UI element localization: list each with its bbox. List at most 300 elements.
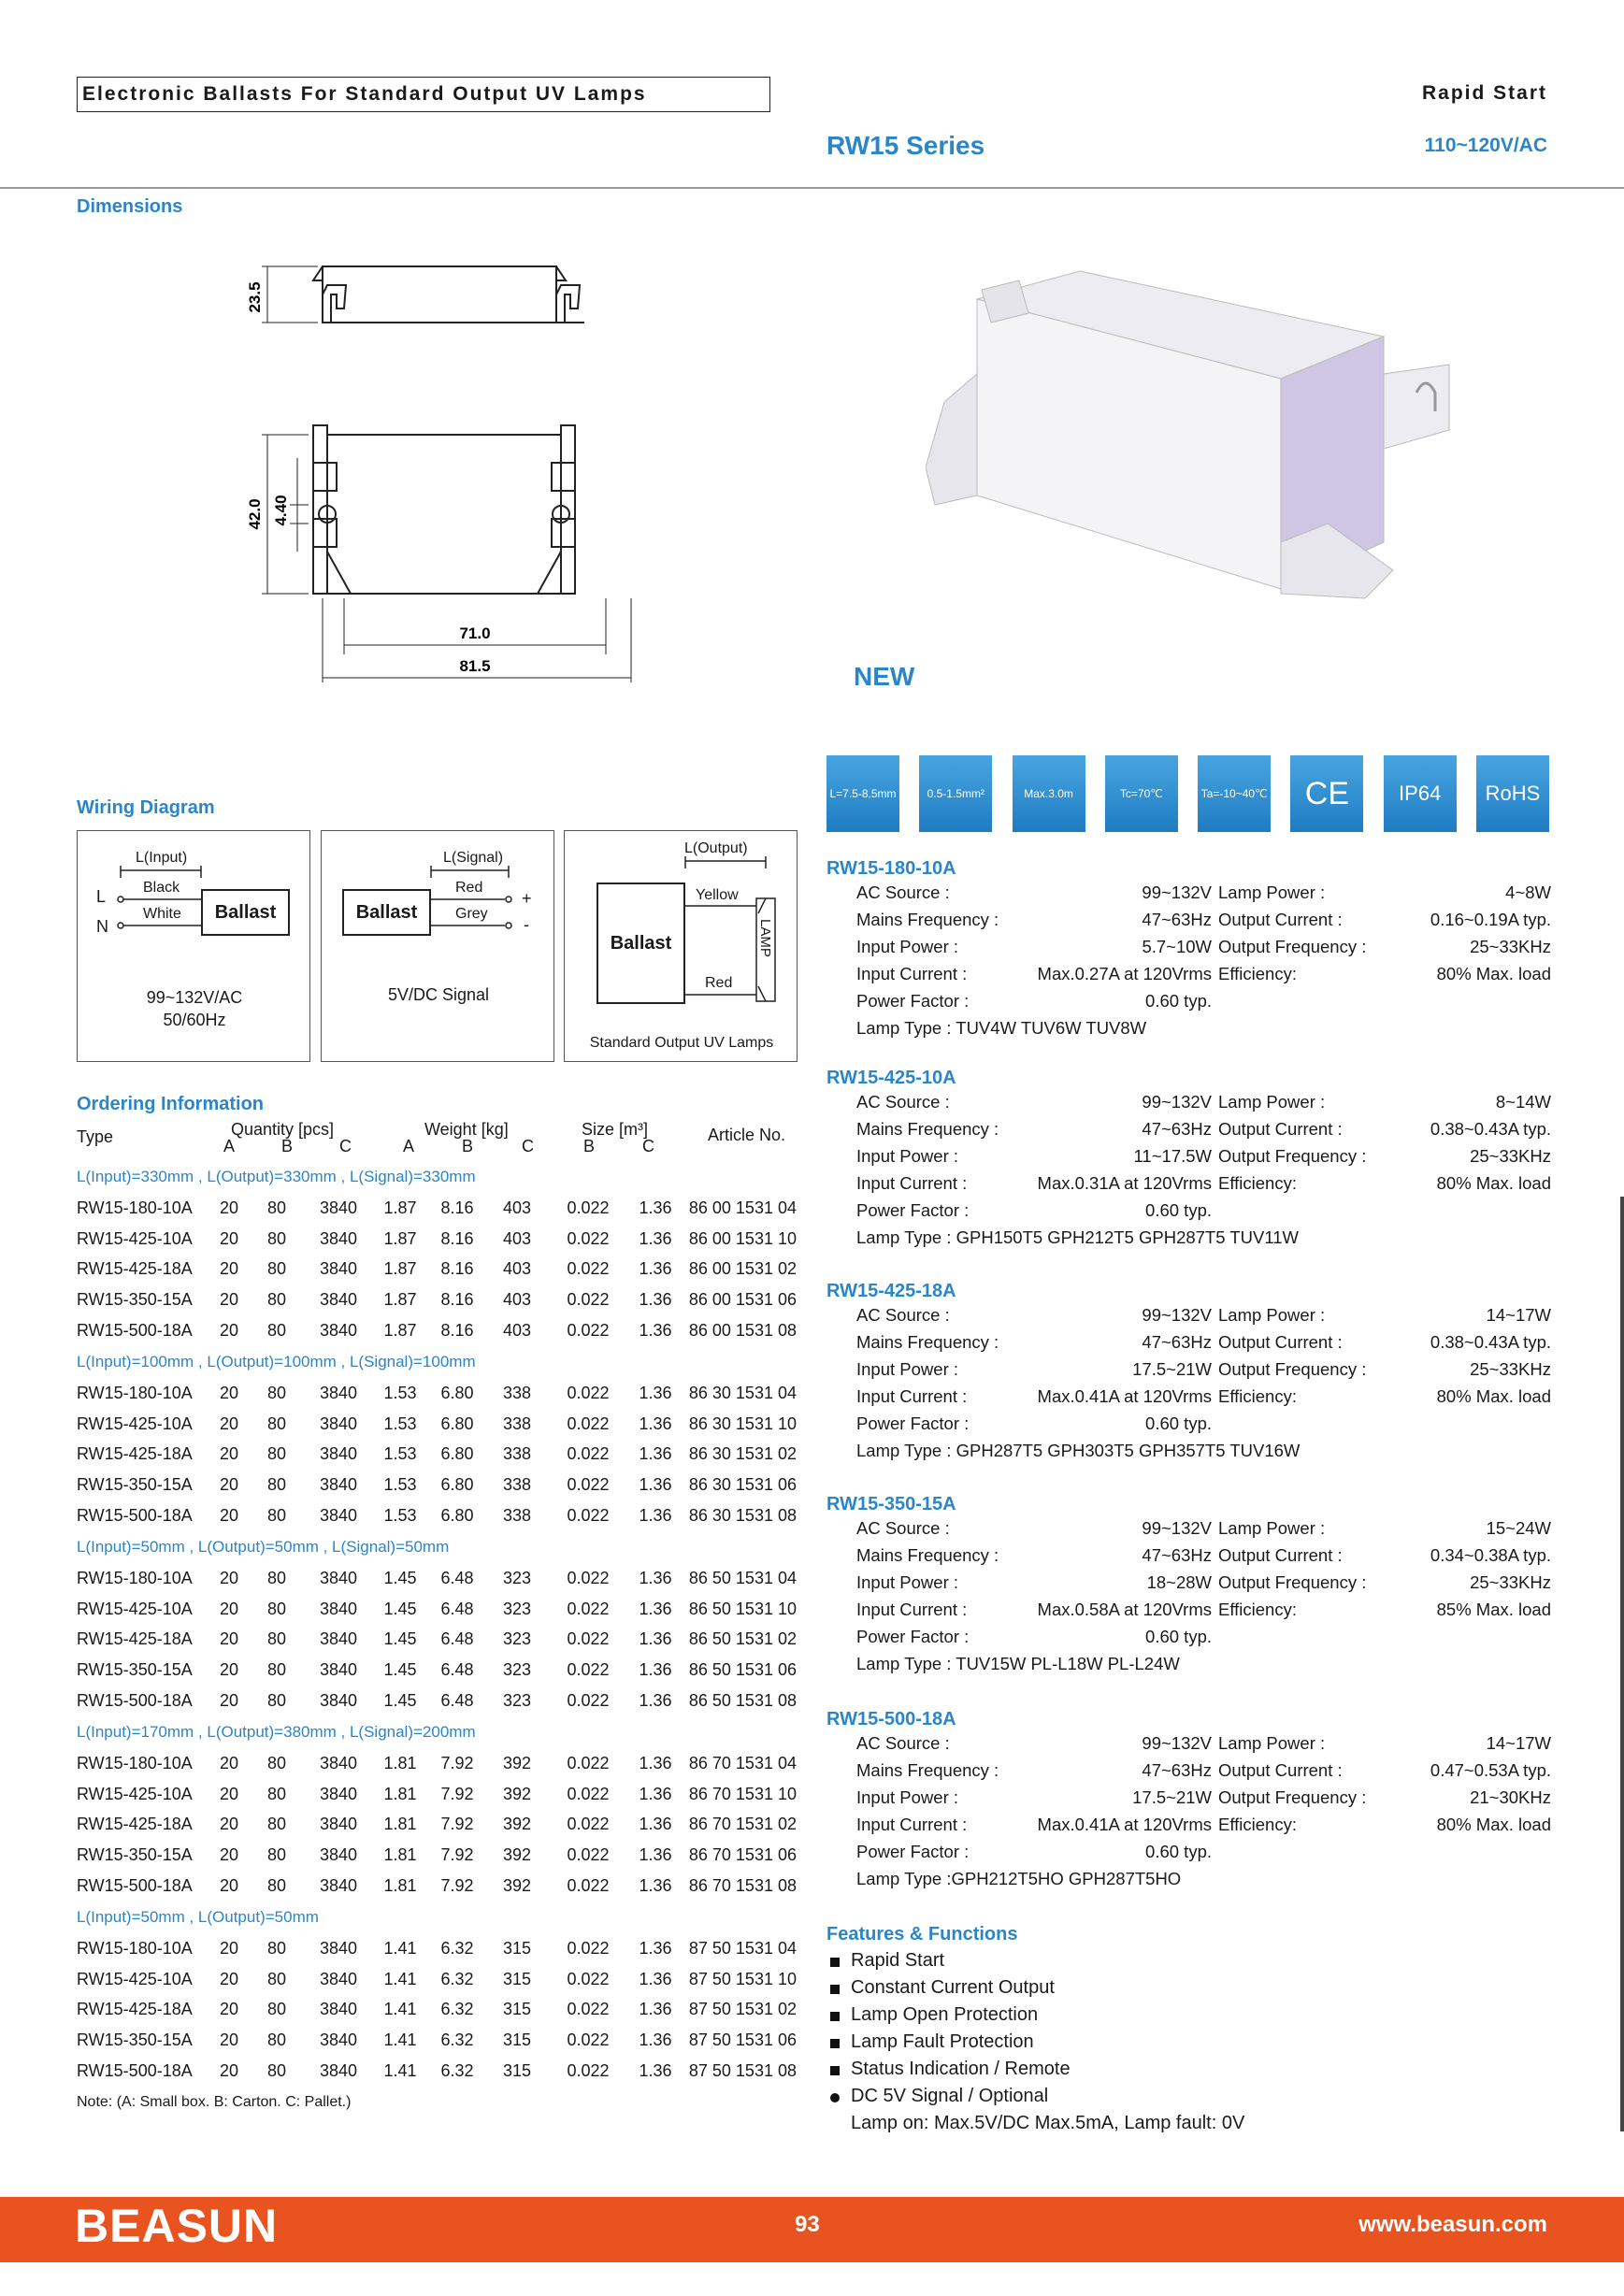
table-cell: 6.32 bbox=[440, 1969, 474, 1988]
spec-value: 99~132V bbox=[1142, 1518, 1212, 1538]
table-cell: 8.16 bbox=[440, 1198, 474, 1217]
page-edge-bar bbox=[1620, 1197, 1624, 2131]
table-cell: RW15-425-18A bbox=[77, 1815, 193, 1834]
spec-value: 0.60 typ. bbox=[1145, 991, 1212, 1011]
table-cell: 315 bbox=[502, 2000, 532, 2019]
table-cell: RW15-350-15A bbox=[77, 1475, 193, 1495]
lamp-type: Lamp Type : TUV15W PL-L18W PL-L24W bbox=[856, 1654, 1180, 1673]
table-cell: 1.87 bbox=[383, 1290, 417, 1310]
table-cell: 86 00 1531 04 bbox=[688, 1198, 797, 1217]
spec-value: 0.60 typ. bbox=[1145, 1627, 1212, 1646]
table-cell: 3840 bbox=[319, 1815, 358, 1834]
table-cell: 7.92 bbox=[440, 1753, 474, 1772]
spec-row bbox=[826, 1359, 1551, 1386]
spec-label: Output Current : bbox=[1218, 1760, 1343, 1780]
spec-row bbox=[826, 1518, 1551, 1545]
table-cell: 0.022 bbox=[567, 1660, 610, 1680]
table-cell: 1.36 bbox=[639, 1660, 672, 1680]
wt-b-header: B bbox=[462, 1137, 474, 1155]
max-length-icon: Max.3.0m bbox=[1013, 755, 1085, 832]
table-cell: 1.36 bbox=[639, 1629, 672, 1649]
red-wire-label: Red bbox=[455, 880, 483, 896]
input-ballast: Ballast bbox=[201, 889, 290, 936]
table-cell: RW15-180-10A bbox=[77, 1753, 193, 1772]
spec-value: 17.5~21W bbox=[1132, 1359, 1212, 1379]
spec-row bbox=[826, 1092, 1551, 1119]
table-cell: 86 00 1531 06 bbox=[688, 1290, 797, 1310]
table-row bbox=[77, 1964, 797, 1995]
table-cell: 86 50 1531 10 bbox=[688, 1599, 797, 1618]
spec-value: Max.0.41A at 120Vrms bbox=[1037, 1386, 1212, 1406]
article-header: Article No. bbox=[708, 1126, 786, 1144]
table-cell: RW15-500-18A bbox=[77, 1506, 193, 1526]
table-cell: 1.36 bbox=[639, 1198, 672, 1217]
table-cell: 1.81 bbox=[383, 1753, 417, 1772]
lamp-type-row bbox=[826, 1227, 1551, 1255]
table-cell: 0.022 bbox=[567, 1784, 610, 1803]
table-cell: 80 bbox=[266, 1629, 287, 1649]
table-cell: 1.36 bbox=[639, 1753, 672, 1772]
qty-c-header: C bbox=[339, 1137, 352, 1155]
table-cell: 20 bbox=[219, 1290, 239, 1310]
table-cell: 8.16 bbox=[440, 1228, 474, 1248]
table-cell: 1.36 bbox=[639, 1259, 672, 1279]
table-row bbox=[77, 1594, 797, 1625]
table-row bbox=[77, 2025, 797, 2056]
spec-label: Output Current : bbox=[1218, 910, 1343, 929]
table-cell: RW15-180-10A bbox=[77, 1938, 193, 1958]
dim-outer: 81.5 bbox=[459, 657, 491, 675]
features-list bbox=[826, 1950, 1537, 2140]
table-cell: 6.48 bbox=[440, 1629, 474, 1649]
table-cell: 6.48 bbox=[440, 1660, 474, 1680]
signal-ballast: Ballast bbox=[342, 889, 431, 936]
table-cell: 1.87 bbox=[383, 1198, 417, 1217]
feature-item: Lamp Open Protection bbox=[826, 2004, 1537, 2031]
wiring-input-box bbox=[77, 830, 310, 1062]
table-row bbox=[77, 1224, 797, 1255]
table-cell: 86 50 1531 08 bbox=[688, 1691, 797, 1711]
new-label: NEW bbox=[854, 662, 915, 691]
table-cell: 0.022 bbox=[567, 2000, 610, 2019]
table-cell: 1.81 bbox=[383, 1815, 417, 1834]
spec-value: 8~14W bbox=[1495, 1092, 1551, 1112]
wiring-output-box bbox=[564, 830, 798, 1062]
table-row bbox=[77, 1563, 797, 1594]
spec-label: Output Current : bbox=[1218, 1119, 1343, 1139]
table-cell: 403 bbox=[502, 1290, 532, 1310]
table-cell: 80 bbox=[266, 1290, 287, 1310]
wiring-signal-box bbox=[321, 830, 554, 1062]
group-header-row bbox=[77, 1346, 797, 1378]
table-cell: 86 30 1531 08 bbox=[688, 1506, 797, 1526]
dimension-drawing bbox=[234, 252, 664, 692]
table-cell: 1.45 bbox=[383, 1568, 417, 1587]
table-cell: 80 bbox=[266, 2000, 287, 2019]
table-cell: RW15-500-18A bbox=[77, 2061, 193, 2081]
brand-logo: BEASUN bbox=[75, 2200, 279, 2252]
table-row bbox=[77, 1655, 797, 1686]
table-cell: 80 bbox=[266, 1228, 287, 1248]
table-cell: 80 bbox=[266, 1198, 287, 1217]
group-label: L(Input)=100mm , L(Output)=100mm , L(Signal)=100mm bbox=[77, 1352, 476, 1370]
spec-label: Input Current : bbox=[856, 1600, 968, 1619]
table-cell: 0.022 bbox=[567, 1383, 610, 1402]
group-header-row bbox=[77, 1161, 797, 1193]
table-cell: RW15-425-10A bbox=[77, 1969, 193, 1988]
table-cell: 86 70 1531 10 bbox=[688, 1784, 797, 1803]
table-cell: 20 bbox=[219, 1691, 239, 1711]
table-cell: 8.16 bbox=[440, 1290, 474, 1310]
spec-row bbox=[826, 1545, 1551, 1572]
white-wire-label: White bbox=[143, 906, 181, 922]
table-cell: 3840 bbox=[319, 1475, 358, 1495]
spec-value: 0.38~0.43A typ. bbox=[1430, 1332, 1551, 1352]
spec-value: 0.38~0.43A typ. bbox=[1430, 1119, 1551, 1139]
spec-value: 99~132V bbox=[1142, 1733, 1212, 1753]
lamp-type: Lamp Type : TUV4W TUV6W TUV8W bbox=[856, 1018, 1147, 1038]
spec-value: 99~132V bbox=[1142, 1092, 1212, 1112]
table-row bbox=[77, 1933, 797, 1964]
table-cell: 1.87 bbox=[383, 1321, 417, 1341]
table-cell: RW15-350-15A bbox=[77, 1290, 193, 1310]
table-cell: 338 bbox=[502, 1383, 532, 1402]
group-label: L(Input)=170mm , L(Output)=380mm , L(Signal)=200mm bbox=[77, 1722, 476, 1741]
signal-length-label: L(Signal) bbox=[443, 850, 504, 866]
wire-gauge-icon: 0.5-1.5mm² bbox=[919, 755, 992, 832]
spec-label: Output Current : bbox=[1218, 1332, 1343, 1352]
spec-value: 17.5~21W bbox=[1132, 1787, 1212, 1807]
feature-item: Status Indication / Remote bbox=[826, 2059, 1537, 2086]
spec-label: Mains Frequency : bbox=[856, 910, 999, 929]
table-cell: 403 bbox=[502, 1259, 532, 1279]
spec-value: Max.0.58A at 120Vrms bbox=[1037, 1600, 1212, 1619]
input-voltage-caption: 99~132V/AC bbox=[146, 988, 243, 1007]
table-cell: 1.36 bbox=[639, 1876, 672, 1896]
group-header-row bbox=[77, 1531, 797, 1563]
table-cell: 86 30 1531 04 bbox=[688, 1383, 797, 1402]
table-cell: 80 bbox=[266, 1413, 287, 1433]
spec-block bbox=[826, 858, 1551, 1045]
spec-row bbox=[826, 1413, 1551, 1441]
table-cell: 3840 bbox=[319, 1845, 358, 1865]
table-cell: 0.022 bbox=[567, 1969, 610, 1988]
table-cell: 86 50 1531 04 bbox=[688, 1568, 797, 1587]
table-cell: 3840 bbox=[319, 1784, 358, 1803]
table-cell: 403 bbox=[502, 1198, 532, 1217]
spec-block bbox=[826, 1494, 1551, 1681]
certification-icons bbox=[826, 755, 1549, 832]
qty-a-header: A bbox=[223, 1137, 236, 1155]
input-frequency-caption: 50/60Hz bbox=[163, 1011, 226, 1029]
table-cell: 20 bbox=[219, 1413, 239, 1433]
table-row bbox=[77, 1871, 797, 1901]
table-cell: 1.36 bbox=[639, 1784, 672, 1803]
feature-item: DC 5V Signal / Optional bbox=[826, 2086, 1537, 2113]
table-row bbox=[77, 1378, 797, 1409]
table-cell: 392 bbox=[502, 1845, 532, 1865]
group-label: L(Input)=330mm , L(Output)=330mm , L(Signal)=330mm bbox=[77, 1168, 476, 1185]
wt-a-header: A bbox=[403, 1137, 415, 1155]
table-row bbox=[77, 1284, 797, 1315]
table-cell: 80 bbox=[266, 1383, 287, 1402]
spec-label: Efficiency: bbox=[1218, 964, 1297, 983]
spec-label: Output Frequency : bbox=[1218, 937, 1367, 956]
table-cell: 20 bbox=[219, 1969, 239, 1988]
table-cell: 20 bbox=[219, 1198, 239, 1217]
spec-label: Mains Frequency : bbox=[856, 1760, 999, 1780]
table-cell: 338 bbox=[502, 1506, 532, 1526]
group-header-row bbox=[77, 1901, 797, 1933]
spec-model: RW15-425-10A bbox=[826, 1068, 956, 1088]
table-cell: 87 50 1531 04 bbox=[688, 1938, 797, 1958]
spec-model: RW15-180-10A bbox=[826, 858, 956, 879]
table-cell: 1.87 bbox=[383, 1259, 417, 1279]
spec-value: 80% Max. load bbox=[1436, 964, 1551, 983]
table-cell: 6.80 bbox=[440, 1475, 474, 1495]
ordering-table bbox=[77, 1161, 797, 2087]
wt-c-header: C bbox=[522, 1137, 534, 1155]
table-cell: 3840 bbox=[319, 1599, 358, 1618]
table-cell: 1.36 bbox=[639, 2000, 672, 2019]
table-cell: 87 50 1531 08 bbox=[688, 2061, 797, 2081]
group-label: L(Input)=50mm , L(Output)=50mm , L(Signal)=50mm bbox=[77, 1537, 450, 1556]
table-cell: 1.36 bbox=[639, 1444, 672, 1464]
table-cell: 86 00 1531 10 bbox=[688, 1228, 797, 1248]
table-cell: 1.36 bbox=[639, 1568, 672, 1587]
table-cell: 3840 bbox=[319, 1506, 358, 1526]
table-cell: 86 00 1531 02 bbox=[688, 1259, 797, 1279]
spec-label: Input Power : bbox=[856, 1359, 959, 1379]
table-cell: RW15-180-10A bbox=[77, 1383, 193, 1402]
website-link[interactable]: www.beasun.com bbox=[1358, 2212, 1547, 2237]
spec-value: 21~30KHz bbox=[1470, 1787, 1551, 1807]
spec-label: Input Power : bbox=[856, 1787, 959, 1807]
spec-label: Power Factor : bbox=[856, 1413, 970, 1433]
table-cell: 87 50 1531 10 bbox=[688, 1969, 797, 1988]
table-cell: 3840 bbox=[319, 2031, 358, 2050]
table-cell: 7.92 bbox=[440, 1845, 474, 1865]
spec-value: Max.0.41A at 120Vrms bbox=[1037, 1815, 1212, 1834]
table-cell: 323 bbox=[502, 1568, 532, 1587]
table-cell: 8.16 bbox=[440, 1321, 474, 1341]
spec-block bbox=[826, 1068, 1551, 1255]
yellow-wire-label: Yellow bbox=[696, 887, 739, 903]
table-cell: 80 bbox=[266, 1815, 287, 1834]
table-cell: 3840 bbox=[319, 1660, 358, 1680]
spec-row bbox=[826, 1332, 1551, 1359]
table-cell: 1.41 bbox=[383, 1969, 417, 1988]
table-cell: RW15-425-18A bbox=[77, 1629, 193, 1649]
table-cell: 1.53 bbox=[383, 1383, 417, 1402]
table-cell: 1.36 bbox=[639, 1475, 672, 1495]
spec-value: 0.60 typ. bbox=[1145, 1413, 1212, 1433]
rohs-icon: RoHS bbox=[1476, 755, 1549, 832]
spec-row bbox=[826, 1305, 1551, 1332]
table-cell: 80 bbox=[266, 1876, 287, 1896]
spec-value: 25~33KHz bbox=[1470, 937, 1551, 956]
table-cell: 80 bbox=[266, 1444, 287, 1464]
lamp-type-row bbox=[826, 1869, 1551, 1896]
spec-value: 14~17W bbox=[1486, 1733, 1551, 1753]
table-cell: 0.022 bbox=[567, 1290, 610, 1310]
spec-row bbox=[826, 1760, 1551, 1787]
quantity-header: Quantity [pcs] bbox=[231, 1120, 335, 1139]
spec-label: Power Factor : bbox=[856, 991, 970, 1011]
table-row bbox=[77, 1500, 797, 1531]
table-cell: 86 30 1531 06 bbox=[688, 1475, 797, 1495]
table-cell: 338 bbox=[502, 1444, 532, 1464]
table-cell: 315 bbox=[502, 1938, 532, 1958]
table-cell: 3840 bbox=[319, 1228, 358, 1248]
table-cell: 3840 bbox=[319, 1568, 358, 1587]
table-cell: RW15-425-18A bbox=[77, 2000, 193, 2019]
table-cell: 6.48 bbox=[440, 1568, 474, 1587]
table-cell: 20 bbox=[219, 1845, 239, 1865]
table-cell: 20 bbox=[219, 2061, 239, 2081]
table-cell: 1.45 bbox=[383, 1691, 417, 1711]
minus-label: - bbox=[524, 915, 529, 934]
table-cell: 20 bbox=[219, 1938, 239, 1958]
spec-value: 99~132V bbox=[1142, 1305, 1212, 1325]
lamp-type: Lamp Type :GPH212T5HO GPH287T5HO bbox=[856, 1869, 1182, 1888]
table-cell: 80 bbox=[266, 2031, 287, 2050]
table-cell: 20 bbox=[219, 1815, 239, 1834]
spec-value: 99~132V bbox=[1142, 883, 1212, 902]
table-cell: 86 70 1531 08 bbox=[688, 1876, 797, 1896]
ta-icon: Ta=-10~40℃ bbox=[1198, 755, 1271, 832]
table-row bbox=[77, 1686, 797, 1716]
table-cell: 0.022 bbox=[567, 2061, 610, 2081]
spec-model: RW15-425-18A bbox=[826, 1281, 956, 1301]
lamp-type-row bbox=[826, 1018, 1551, 1045]
table-cell: 7.92 bbox=[440, 1876, 474, 1896]
spec-row bbox=[826, 1600, 1551, 1627]
table-cell: 323 bbox=[502, 1691, 532, 1711]
table-cell: 0.022 bbox=[567, 1753, 610, 1772]
spec-value: 80% Max. load bbox=[1436, 1386, 1551, 1406]
ce-icon: CE bbox=[1290, 755, 1363, 832]
table-row bbox=[77, 1779, 797, 1810]
ordering-note: Note: (A: Small box. B: Carton. C: Pallet.) bbox=[77, 2094, 352, 2110]
spec-label: AC Source : bbox=[856, 883, 950, 902]
series-title: RW15 Series bbox=[826, 131, 985, 160]
table-cell: 0.022 bbox=[567, 1599, 610, 1618]
spec-row bbox=[826, 1787, 1551, 1815]
feature-item: Rapid Start bbox=[826, 1950, 1537, 1977]
grey-wire-label: Grey bbox=[455, 906, 488, 922]
document-title: Electronic Ballasts For Standard Output UV Lamps bbox=[77, 77, 770, 112]
spec-value: 25~33KHz bbox=[1470, 1572, 1551, 1592]
table-cell: 3840 bbox=[319, 1876, 358, 1896]
table-cell: 0.022 bbox=[567, 1876, 610, 1896]
table-cell: 20 bbox=[219, 1259, 239, 1279]
table-cell: 323 bbox=[502, 1660, 532, 1680]
spec-label: Mains Frequency : bbox=[856, 1332, 999, 1352]
table-cell: RW15-350-15A bbox=[77, 1845, 193, 1865]
weight-header: Weight [kg] bbox=[424, 1120, 509, 1139]
table-cell: 1.41 bbox=[383, 1938, 417, 1958]
spec-label: Lamp Power : bbox=[1218, 1733, 1326, 1753]
spec-value: 0.60 typ. bbox=[1145, 1842, 1212, 1861]
table-cell: 80 bbox=[266, 1259, 287, 1279]
table-cell: 6.80 bbox=[440, 1383, 474, 1402]
spec-value: 5.7~10W bbox=[1142, 937, 1212, 956]
table-cell: 0.022 bbox=[567, 1845, 610, 1865]
table-cell: 1.36 bbox=[639, 1413, 672, 1433]
signal-caption: 5V/DC Signal bbox=[387, 985, 490, 1004]
feature-continuation: Lamp on: Max.5V/DC Max.5mA, Lamp fault: 0V bbox=[851, 2113, 1245, 2133]
start-type-label: Rapid Start bbox=[1421, 82, 1547, 104]
spec-label: Output Current : bbox=[1218, 1545, 1343, 1565]
dim-inner: 71.0 bbox=[459, 624, 491, 642]
ordering-table-header bbox=[77, 1120, 797, 1159]
product-photo bbox=[926, 262, 1468, 608]
table-cell: 87 50 1531 02 bbox=[688, 2000, 797, 2019]
table-cell: 3840 bbox=[319, 1413, 358, 1433]
features-heading: Features & Functions bbox=[826, 1924, 1018, 1944]
spec-label: Output Frequency : bbox=[1218, 1146, 1367, 1166]
tc-icon: Tc=70℃ bbox=[1105, 755, 1178, 832]
spec-label: Input Power : bbox=[856, 1572, 959, 1592]
table-row bbox=[77, 2056, 797, 2087]
table-cell: 1.53 bbox=[383, 1444, 417, 1464]
table-cell: 7.92 bbox=[440, 1784, 474, 1803]
group-label: L(Input)=50mm , L(Output)=50mm bbox=[77, 1907, 319, 1926]
table-row bbox=[77, 1810, 797, 1841]
table-cell: 3840 bbox=[319, 1198, 358, 1217]
table-cell: 315 bbox=[502, 1969, 532, 1988]
spec-value: Max.0.31A at 120Vrms bbox=[1037, 1173, 1212, 1193]
spec-label: Power Factor : bbox=[856, 1842, 970, 1861]
table-cell: RW15-425-18A bbox=[77, 1444, 193, 1464]
spec-row bbox=[826, 883, 1551, 910]
table-cell: 0.022 bbox=[567, 1938, 610, 1958]
table-cell: 86 50 1531 02 bbox=[688, 1629, 797, 1649]
table-cell: 6.32 bbox=[440, 2000, 474, 2019]
header-divider bbox=[0, 187, 1624, 189]
table-cell: 1.36 bbox=[639, 1845, 672, 1865]
spec-row bbox=[826, 1815, 1551, 1842]
table-row bbox=[77, 1315, 797, 1346]
table-cell: 1.36 bbox=[639, 1691, 672, 1711]
spec-value: 47~63Hz bbox=[1142, 1332, 1212, 1352]
spec-row bbox=[826, 1200, 1551, 1227]
table-cell: 1.36 bbox=[639, 1383, 672, 1402]
table-cell: 80 bbox=[266, 1599, 287, 1618]
spec-value: 85% Max. load bbox=[1436, 1600, 1551, 1619]
table-cell: 1.45 bbox=[383, 1629, 417, 1649]
table-cell: 1.41 bbox=[383, 2061, 417, 2081]
table-cell: 1.53 bbox=[383, 1506, 417, 1526]
table-cell: RW15-425-18A bbox=[77, 1259, 193, 1279]
lamp-type: Lamp Type : GPH150T5 GPH212T5 GPH287T5 TUV11W bbox=[856, 1227, 1299, 1247]
spec-value: 47~63Hz bbox=[1142, 1545, 1212, 1565]
lamp-type: Lamp Type : GPH287T5 GPH303T5 GPH357T5 TUV16W bbox=[856, 1441, 1301, 1460]
lamp-label: LAMP bbox=[757, 919, 773, 957]
size-c-header: C bbox=[642, 1137, 654, 1155]
spec-label: Input Current : bbox=[856, 1173, 968, 1193]
spec-label: AC Source : bbox=[856, 1092, 950, 1112]
table-cell: 1.53 bbox=[383, 1475, 417, 1495]
table-cell: 20 bbox=[219, 2031, 239, 2050]
spec-value: 47~63Hz bbox=[1142, 910, 1212, 929]
spec-label: Mains Frequency : bbox=[856, 1119, 999, 1139]
table-cell: 0.022 bbox=[567, 1198, 610, 1217]
spec-value: 11~17.5W bbox=[1133, 1146, 1212, 1166]
table-cell: 0.022 bbox=[567, 1444, 610, 1464]
table-cell: 6.48 bbox=[440, 1691, 474, 1711]
